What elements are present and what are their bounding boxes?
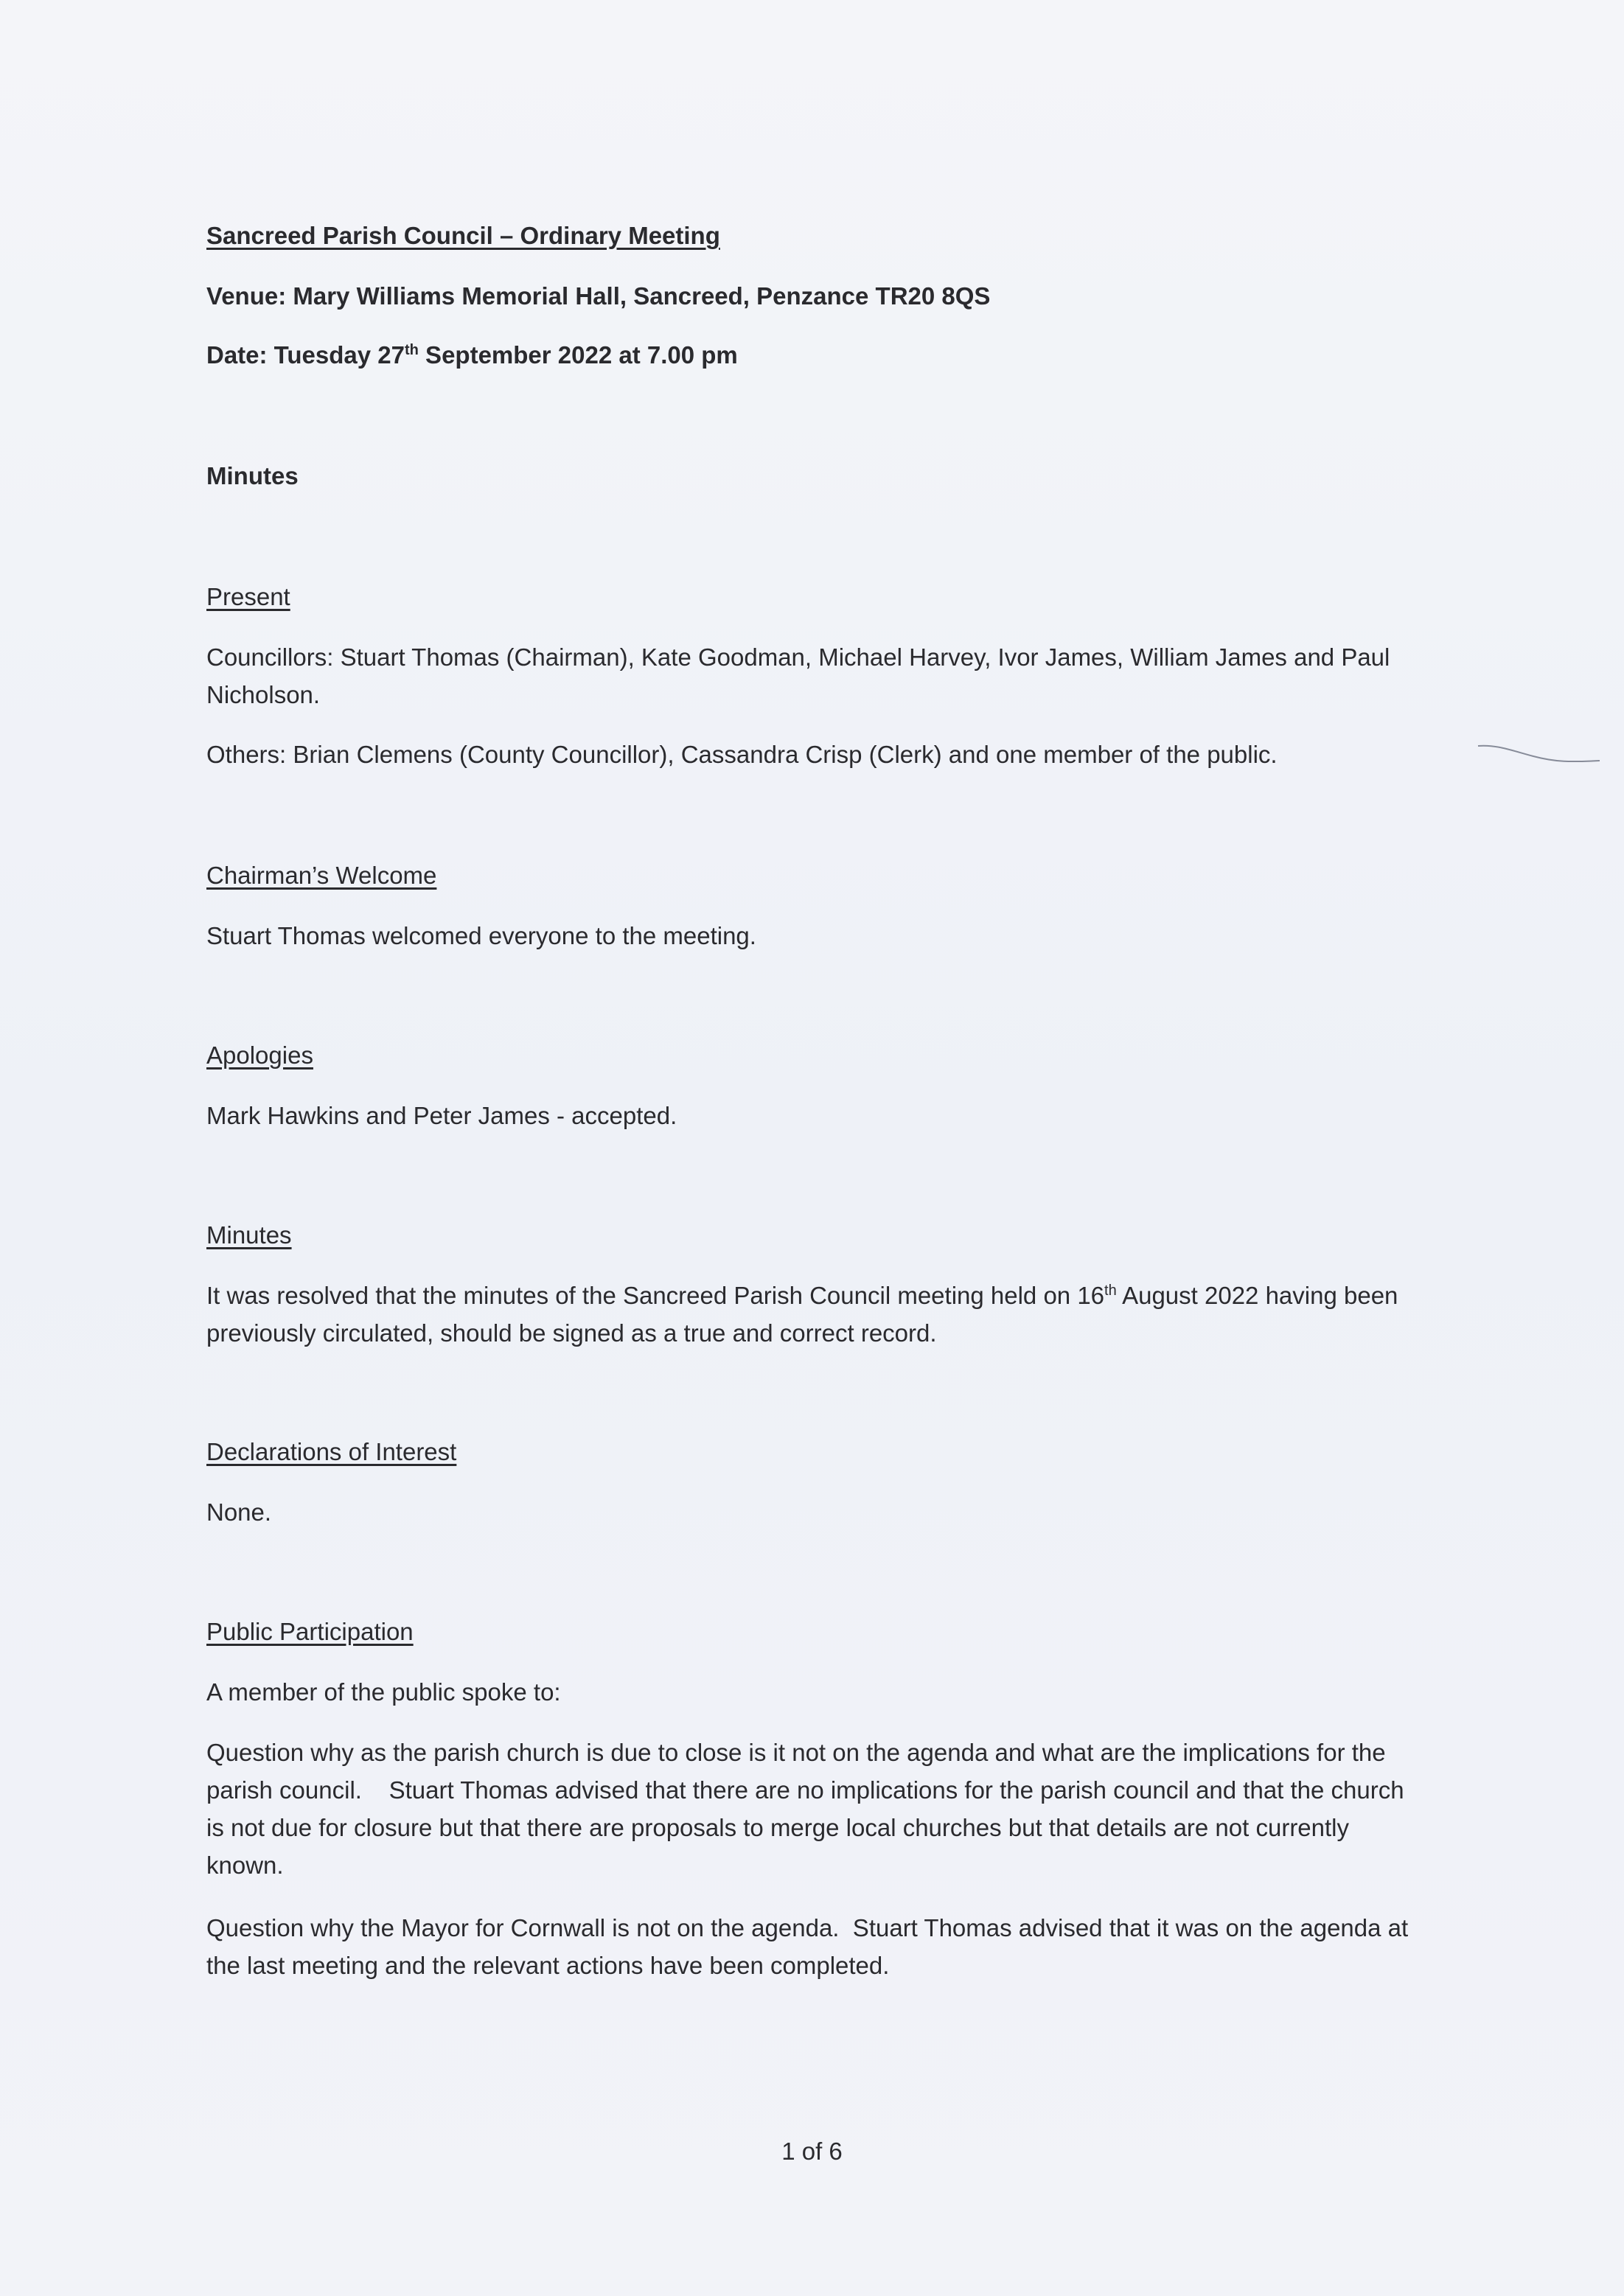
welcome-text: Stuart Thomas welcomed everyone to the meeting. <box>206 922 756 949</box>
venue-line: Venue: Mary Williams Memorial Hall, Sancreed, Penzance TR20 8QS <box>206 282 991 310</box>
present-others: Others: Brian Clemens (County Councillor), Cassandra Crisp (Clerk) and one member of the public. <box>206 741 1278 768</box>
date-prefix: Date: Tuesday 27 <box>206 341 405 369</box>
public-question-1: Question why as the parish church is due to close is it not on the agenda and what are the implications for the parish council. Stuart Thomas advised that there are no implications for the parish council and that the church is not due for closure but that there are proposals to merge local churches but that details are not currently known. <box>206 1739 1404 1879</box>
declarations-heading: Declarations of Interest <box>206 1438 457 1465</box>
minutes-section-heading: Minutes <box>206 1221 292 1249</box>
document-title: Sancreed Parish Council – Ordinary Meeting <box>206 222 720 249</box>
minutes-heading: Minutes <box>206 462 299 489</box>
present-heading: Present <box>206 583 290 610</box>
present-councillors: Councillors: Stuart Thomas (Chairman), Kate Goodman, Michael Harvey, Ivor James, William James and Paul Nicholson. <box>206 643 1390 708</box>
declarations-text: None. <box>206 1498 272 1526</box>
public-intro: A member of the public spoke to: <box>206 1678 561 1706</box>
pen-stroke-mark <box>1474 737 1607 781</box>
date-line <box>206 336 1415 374</box>
welcome-heading: Chairman’s Welcome <box>206 862 437 889</box>
date-ordinal: th <box>405 342 419 358</box>
minutes-date-ordinal: th <box>1104 1283 1117 1299</box>
public-question-2: Question why the Mayor for Cornwall is not on the agenda. Stuart Thomas advised that it was on the agenda at the last meeting and the relevant actions have been completed. <box>206 1914 1409 1979</box>
date-suffix: September 2022 at 7.00 pm <box>418 341 738 369</box>
apologies-text: Mark Hawkins and Peter James - accepted. <box>206 1102 677 1129</box>
minutes-text-after: August 2022 having been previously circulated, should be signed as a true and correct record. <box>206 1282 1398 1347</box>
minutes-text-before: It was resolved that the minutes of the Sancreed Parish Council meeting held on 16 <box>206 1282 1105 1309</box>
page-number: 1 of 6 <box>781 2138 843 2165</box>
minutes-section-text <box>206 1277 1415 1352</box>
public-heading: Public Participation <box>206 1618 414 1645</box>
apologies-heading: Apologies <box>206 1041 313 1069</box>
